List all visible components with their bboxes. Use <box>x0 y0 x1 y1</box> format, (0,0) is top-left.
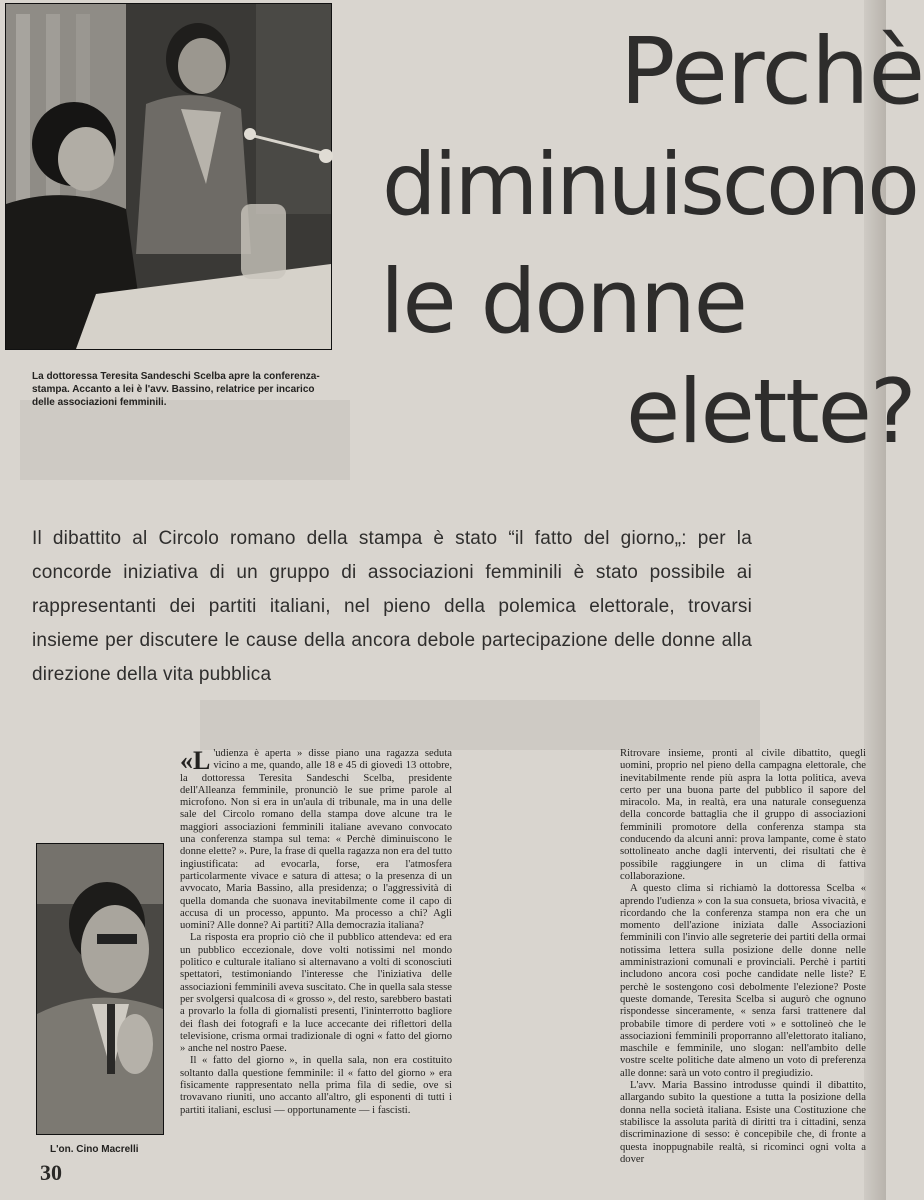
article-column-1 <box>180 748 452 1180</box>
title-line-3: le donne <box>380 250 746 353</box>
title-line-2: diminuiscono <box>382 135 917 235</box>
top-photo-caption: La dottoressa Teresita Sandeschi Scelba apre la conferenza-stampa. Accanto a lei è l'avv. Bassino, relatrice per incarico delle associazioni femminili. <box>32 371 320 408</box>
photo-cino-macrelli <box>36 843 164 1135</box>
press-conference-illustration <box>6 4 331 349</box>
lead-paragraph: Il dibattito al Circolo romano della stampa è stato “il fatto del giorno„: per la concorde iniziativa di un gruppo di associazioni femminili è stato possibile ai rappresentanti dei partiti italiani, nel pieno della polemica elettorale, trovarsi insieme per discutere le cause della ancora debole partecipazione delle donne alla direzione della vita pubblica <box>32 528 752 685</box>
article-paragraph <box>180 748 452 932</box>
article-paragraph: Il « fatto del giorno », in quella sala, non era costituito soltanto dalla questione femminile: il « fatto del giorno » era fisicamente rappresentato nella prima fila di sedie, ove si trovavano riuniti, uno accanto all'altro, gli esponenti di tutti i partiti italiani, esclusi — opportunamente — i fascisti. <box>180 1055 452 1116</box>
show-through-shadow <box>20 400 350 480</box>
title-line-1: Perchè <box>620 18 924 125</box>
photo-press-conference <box>5 3 332 350</box>
article-paragraph-text: 'udienza è aperta » disse piano una ragazza seduta vicino a me, quando, alle 18 e 45 di giovedì 13 ottobre, la dottoressa Teresita Sandeschi Scelba, presidente dell'Alleanza femminile, pronunciò le sue prime parole al microfono. Non si era in un'aula di tribunale, ma in una delle sale del Circolo romano della stampa dove alcune tra le maggiori associazioni femminili italiane avevano convocato una conferenza stampa sul tema: « Perchè diminuiscono le donne elette? ». Pure, la frase di quella ragazza non era del tutto ingiustificata: ad evocarla, forse, era l'atmosfera particolarmente vivace e satura di attesa; o la presenza di un avvocato, Maria Bassino, alla presidenza; o l'aggressività di quella domanda che suonava inevitabilmente come il capo di accusa di un processo, appunto. Ma processo a chi? Agli uomini? Alle donne? Ai partiti? Alla democrazia italiana? <box>180 748 452 932</box>
bottom-photo-caption: L'on. Cino Macrelli <box>50 1144 139 1155</box>
article-paragraph: Ritrovare insieme, pronti al civile dibattito, quegli uomini, proprio nel pieno della campagna elettorale, che inevitabilmente rende più aspra la lotta politica, aveva certo per una buona parte del pubblico il sapore del miracolo. Ma, in realtà, era una naturale conseguenza della concorde battaglia che il gruppo di associazioni femminili promotore della conferenza stampa sta conducendo da alcuni anni: prova lampante, come è stato sottolineato anche dagli interventi, dei risultati che è possibile raggiungere in un clima di fattiva collaborazione. <box>620 748 866 882</box>
show-through-shadow <box>200 700 760 750</box>
article-paragraph: L'avv. Maria Bassino introdusse quindi il dibattito, allargando subito la questione a tutta la posizione della donna nella società italiana. Esiste una Costituzione che stabilisce la assoluta parità di diritti tra i cittadini, senza discriminazione di sesso: è concepibile che, di fronte a questa inoppugnabile realtà, si ricominci ogni volta a dover <box>620 1080 866 1165</box>
page-number: 30 <box>40 1160 62 1185</box>
article-column-2 <box>620 748 866 1194</box>
dropcap: «L <box>180 746 211 775</box>
article-paragraph: A questo clima si richiamò la dottoressa Scelba « aprendo l'udienza » con la sua consueta, briosa vivacità, e ricordando che la conferenza stampa non era che un momento dell'azione iniziata dalle Associazioni femminili con l'invio alle segreterie dei partiti della ormai notissima lettera sulla posizione delle donne nelle amministrazioni comunali e provinciali. Perchè i partiti includono ancora così poche candidate nelle liste? E perchè le sostengono così debolmente l'elezione? Poste queste domande, Teresita Scelba si augurò che ognuno rispondesse sinceramente, « senza farsi trattenere dal probabile timore di perdere voti » e sottolineò che le associazioni femminili proporranno all'elettorato italiano, maschile e femminile, uno slogan: nell'ambito delle vostre scelte politiche date almeno un voto di preferenza alle donne: sarà un voto contro il pregiudizio. <box>620 883 866 1079</box>
article-paragraph: La risposta era proprio ciò che il pubblico attendeva: ed era un pubblico eccezionale, dove volti notissimi nel mondo politico e culturale italiano si alternavano a volti di sconosciuti spettatori, testimoniando l'interesse che l'iniziativa delle associazioni femminili aveva suscitato. Che in quella sala stesse per svolgersi qualcosa di « grosso », del resto, sarebbero bastati a provarlo la folla di giornalisti presenti, l'ininterrotto bagliore dei flash dei fotografi e la luce accecante dei riflettori della televisione, crisma ormai tradizionale di ogni « fatto del giorno » anche nel nostro Paese. <box>180 932 452 1055</box>
portrait-illustration <box>37 844 163 1134</box>
title-line-4: elette? <box>626 360 915 463</box>
